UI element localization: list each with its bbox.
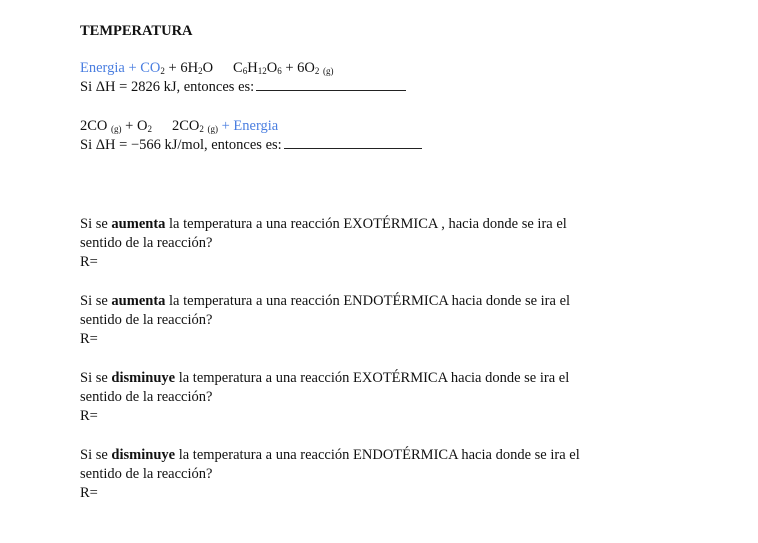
answer-label: R= (80, 485, 98, 501)
answer-label: R= (80, 408, 98, 424)
equation-2-condition: Si ΔH = −566 kJ/mol, entonces es: (80, 136, 720, 155)
question-2: Si se aumenta la temperatura a una reacción ENDOTÉRMICA hacia donde se ira el sentido de la reacción? R= (80, 292, 720, 349)
document-page (80, 20, 720, 503)
equation-1 (80, 59, 720, 97)
equation-2 (80, 117, 720, 155)
energia-product: + Energia (221, 118, 279, 134)
answer-blank[interactable] (284, 137, 422, 149)
equation-1-condition: Si ΔH = 2826 kJ, entonces es: (80, 78, 720, 97)
question-4: Si se disminuye la temperatura a una reacción ENDOTÉRMICA hacia donde se ira el sentido de la reacción? R= (80, 446, 720, 503)
answer-label: R= (80, 331, 98, 347)
page-title: TEMPERATURA (80, 23, 193, 39)
answer-blank[interactable] (256, 79, 406, 91)
equation-1-formula: Energia + $CO_2 + 6H_2O$ $C_6H_{12}O_6 + 6O_2$ $_{(g)}$ (80, 60, 334, 76)
equation-2-formula: 2CO $_{(g)} + O_2$ $2CO_2$ $_{(g)}$ + Energia (80, 118, 279, 134)
energia-reactant: Energia (80, 60, 125, 76)
answer-label: R= (80, 254, 98, 270)
question-3: Si se disminuye la temperatura a una reacción EXOTÉRMICA hacia donde se ira el sentido de la reacción? R= (80, 369, 720, 426)
question-1: Si se aumenta la temperatura a una reacción EXOTÉRMICA , hacia donde se ira el sentido de la reacción? R= (80, 215, 720, 272)
